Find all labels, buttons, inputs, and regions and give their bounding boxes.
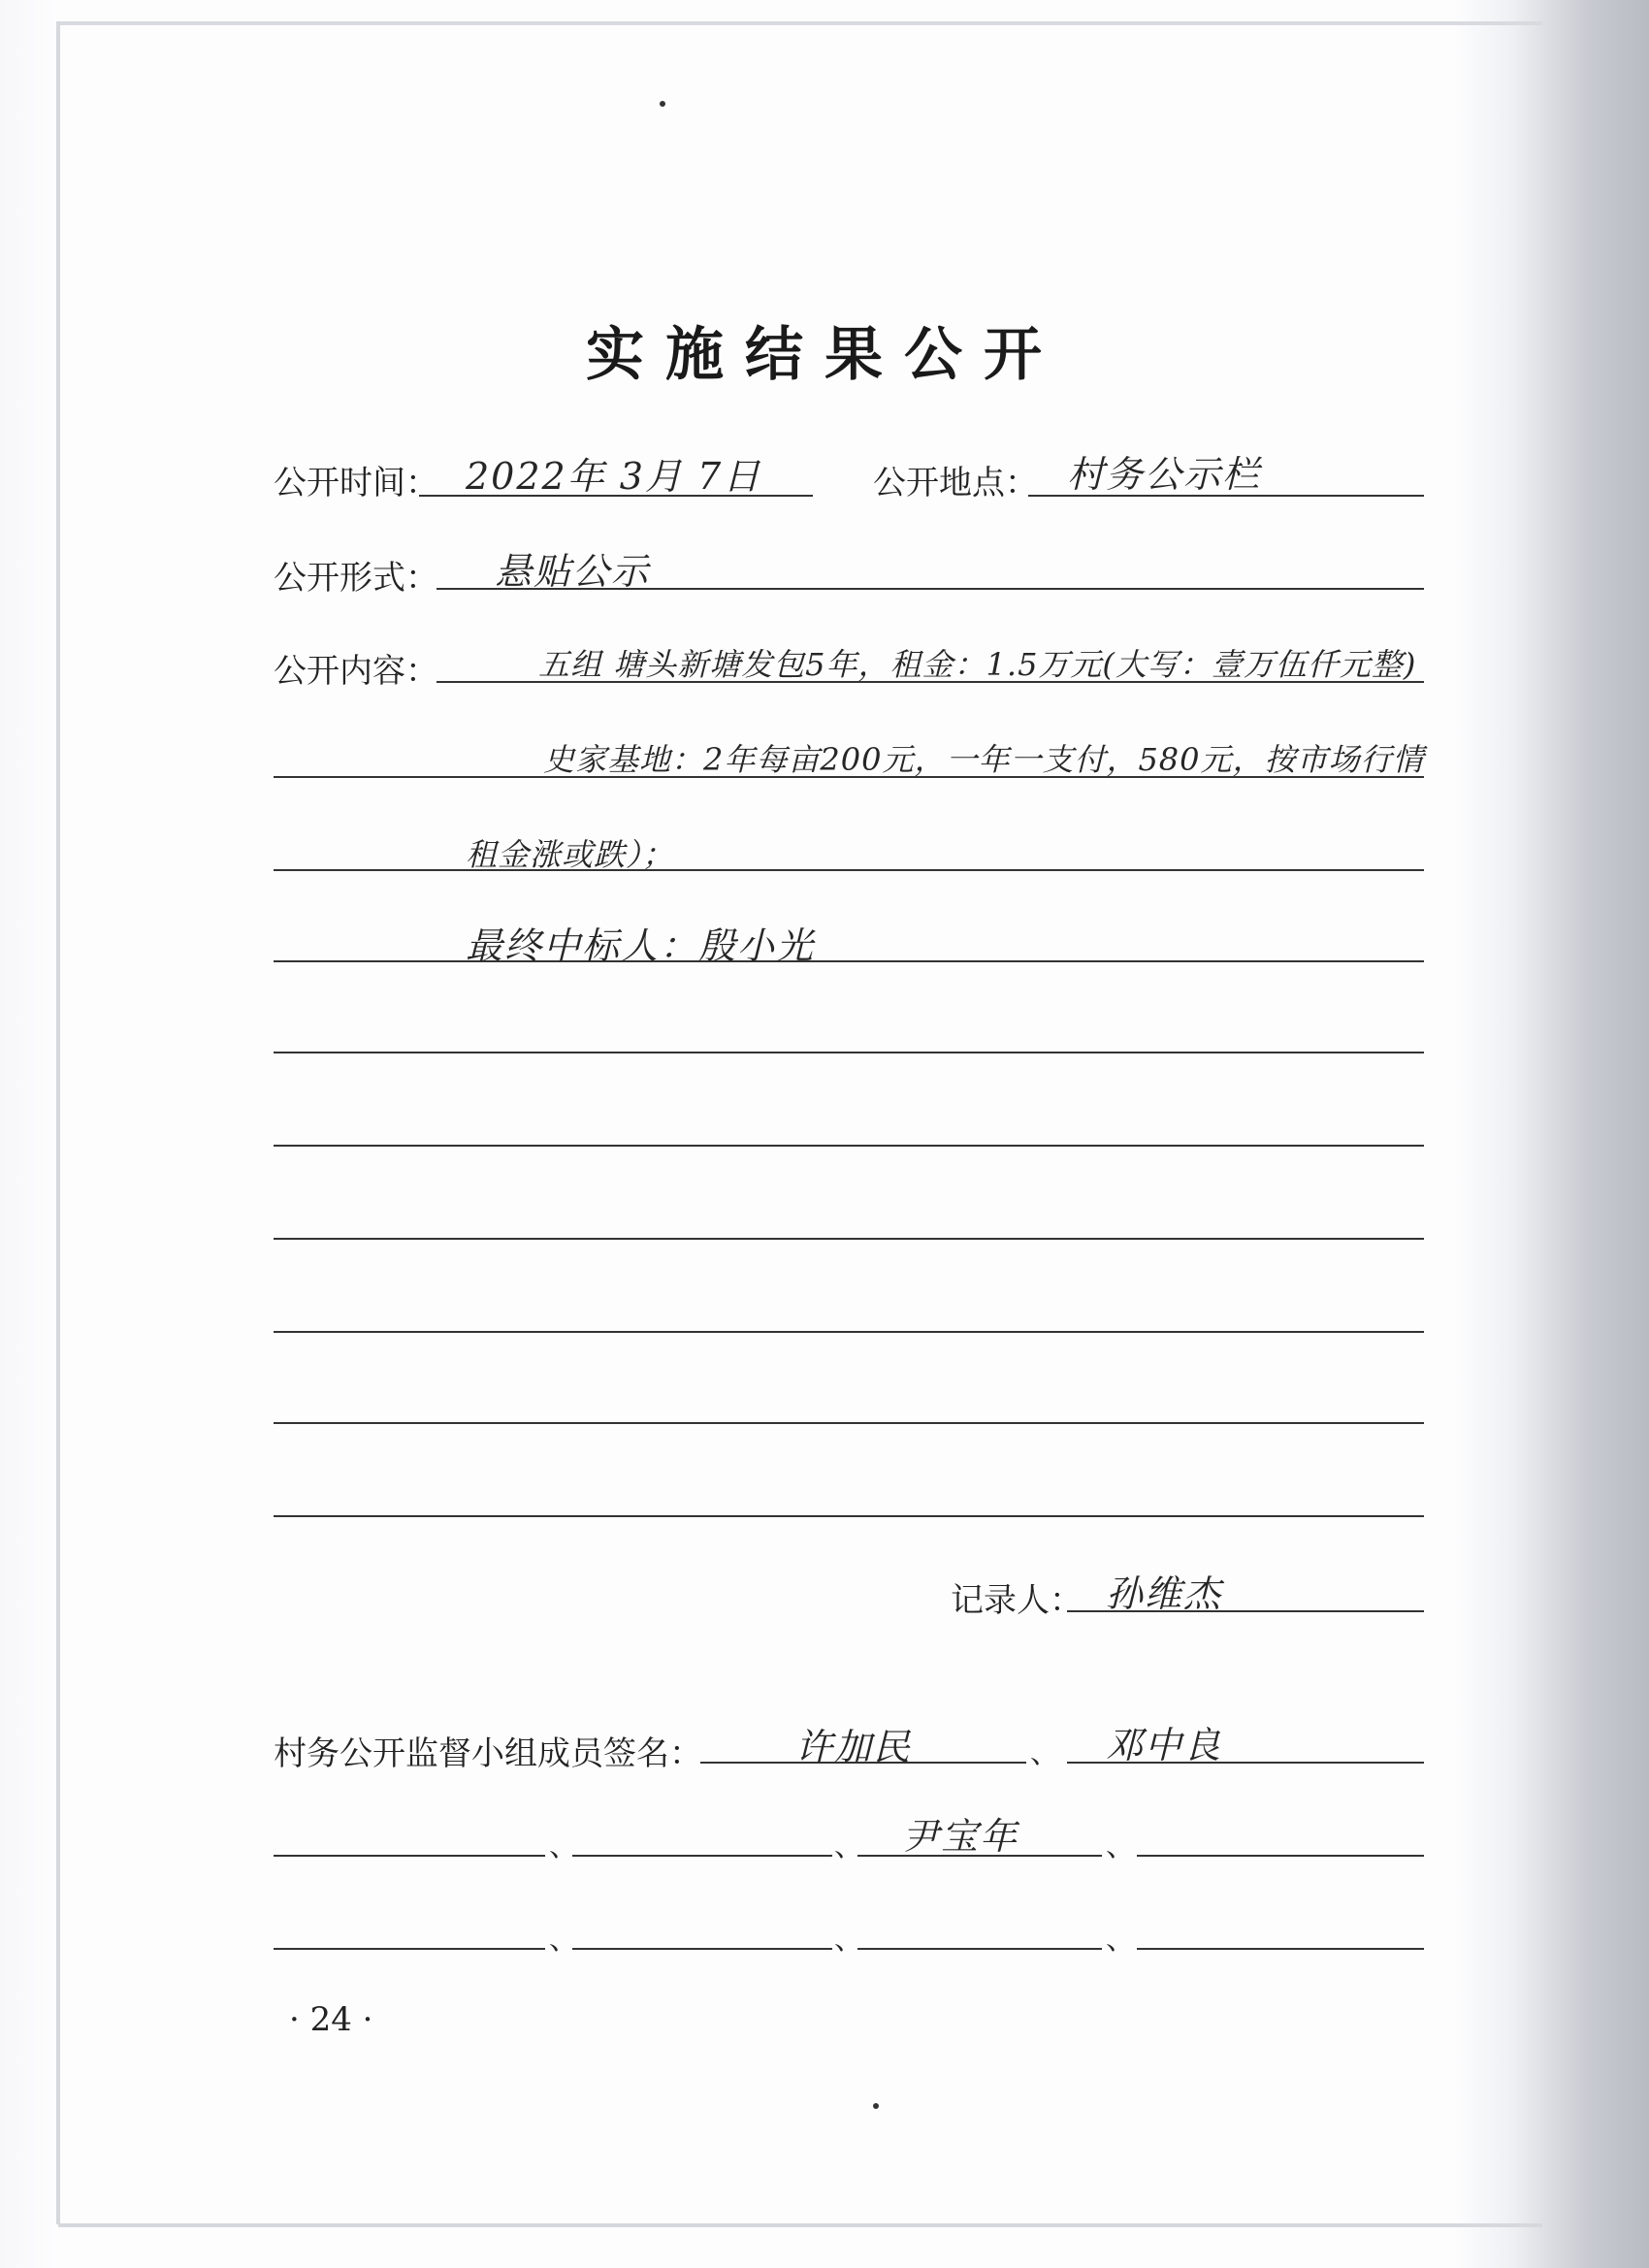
signature-2: 邓中良 xyxy=(1106,1724,1223,1766)
signature-underline xyxy=(1137,1948,1424,1950)
signature-underline xyxy=(1137,1855,1424,1857)
speck xyxy=(873,2103,879,2109)
scan-border-top xyxy=(58,21,1542,25)
signature-underline xyxy=(857,1948,1102,1950)
form-label: 公开形式： xyxy=(274,559,438,598)
place-label: 公开地点： xyxy=(873,464,1038,502)
content-underline-4 xyxy=(274,960,1424,962)
blank-line xyxy=(274,1331,1424,1333)
place-value: 村务公示栏 xyxy=(1067,453,1262,496)
recorder-signature: 孙维杰 xyxy=(1106,1572,1223,1615)
signature-3: 尹宝年 xyxy=(902,1815,1019,1858)
blank-line xyxy=(274,1145,1424,1147)
content-label: 公开内容： xyxy=(274,652,438,691)
page-number: · 24 · xyxy=(289,2000,373,2039)
blank-line xyxy=(274,1422,1424,1424)
signature-underline xyxy=(572,1855,832,1857)
form-value: 悬贴公示 xyxy=(495,550,651,593)
scan-border-bottom xyxy=(58,2223,1542,2227)
content-line-1: 五组 塘头新塘发包5年，租金：1.5万元(大写：壹万伍仟元整) xyxy=(538,646,1417,683)
blank-line xyxy=(274,1238,1424,1240)
time-label: 公开时间： xyxy=(274,464,438,502)
recorder-label: 记录人： xyxy=(951,1581,1083,1620)
speck xyxy=(660,101,665,107)
content-underline-3 xyxy=(274,869,1424,871)
signature-1: 许加民 xyxy=(795,1726,913,1768)
content-line-2: 史家基地：2年每亩200元，一年一支付，580元，按市场行情 xyxy=(543,741,1425,778)
separator: 、 xyxy=(1106,1923,1135,1957)
blank-line xyxy=(274,1515,1424,1517)
separator: 、 xyxy=(834,1923,863,1957)
blank-line xyxy=(274,1052,1424,1053)
signature-underline xyxy=(274,1855,545,1857)
content-line-3: 租金涨或跌）； xyxy=(466,836,675,873)
separator: 、 xyxy=(1030,1736,1059,1770)
page-title: 实施结果公开 xyxy=(586,321,1063,389)
separator: 、 xyxy=(834,1830,863,1863)
signature-underline xyxy=(572,1948,832,1950)
signature-underline xyxy=(274,1948,545,1950)
separator: 、 xyxy=(549,1923,578,1957)
content-line-4: 最终中标人：殷小光 xyxy=(466,924,816,967)
separator: 、 xyxy=(549,1830,578,1863)
separator: 、 xyxy=(1106,1830,1135,1863)
time-value: 2022年 3月 7日 xyxy=(466,455,762,498)
supervision-label: 村务公开监督小组成员签名： xyxy=(274,1734,702,1773)
